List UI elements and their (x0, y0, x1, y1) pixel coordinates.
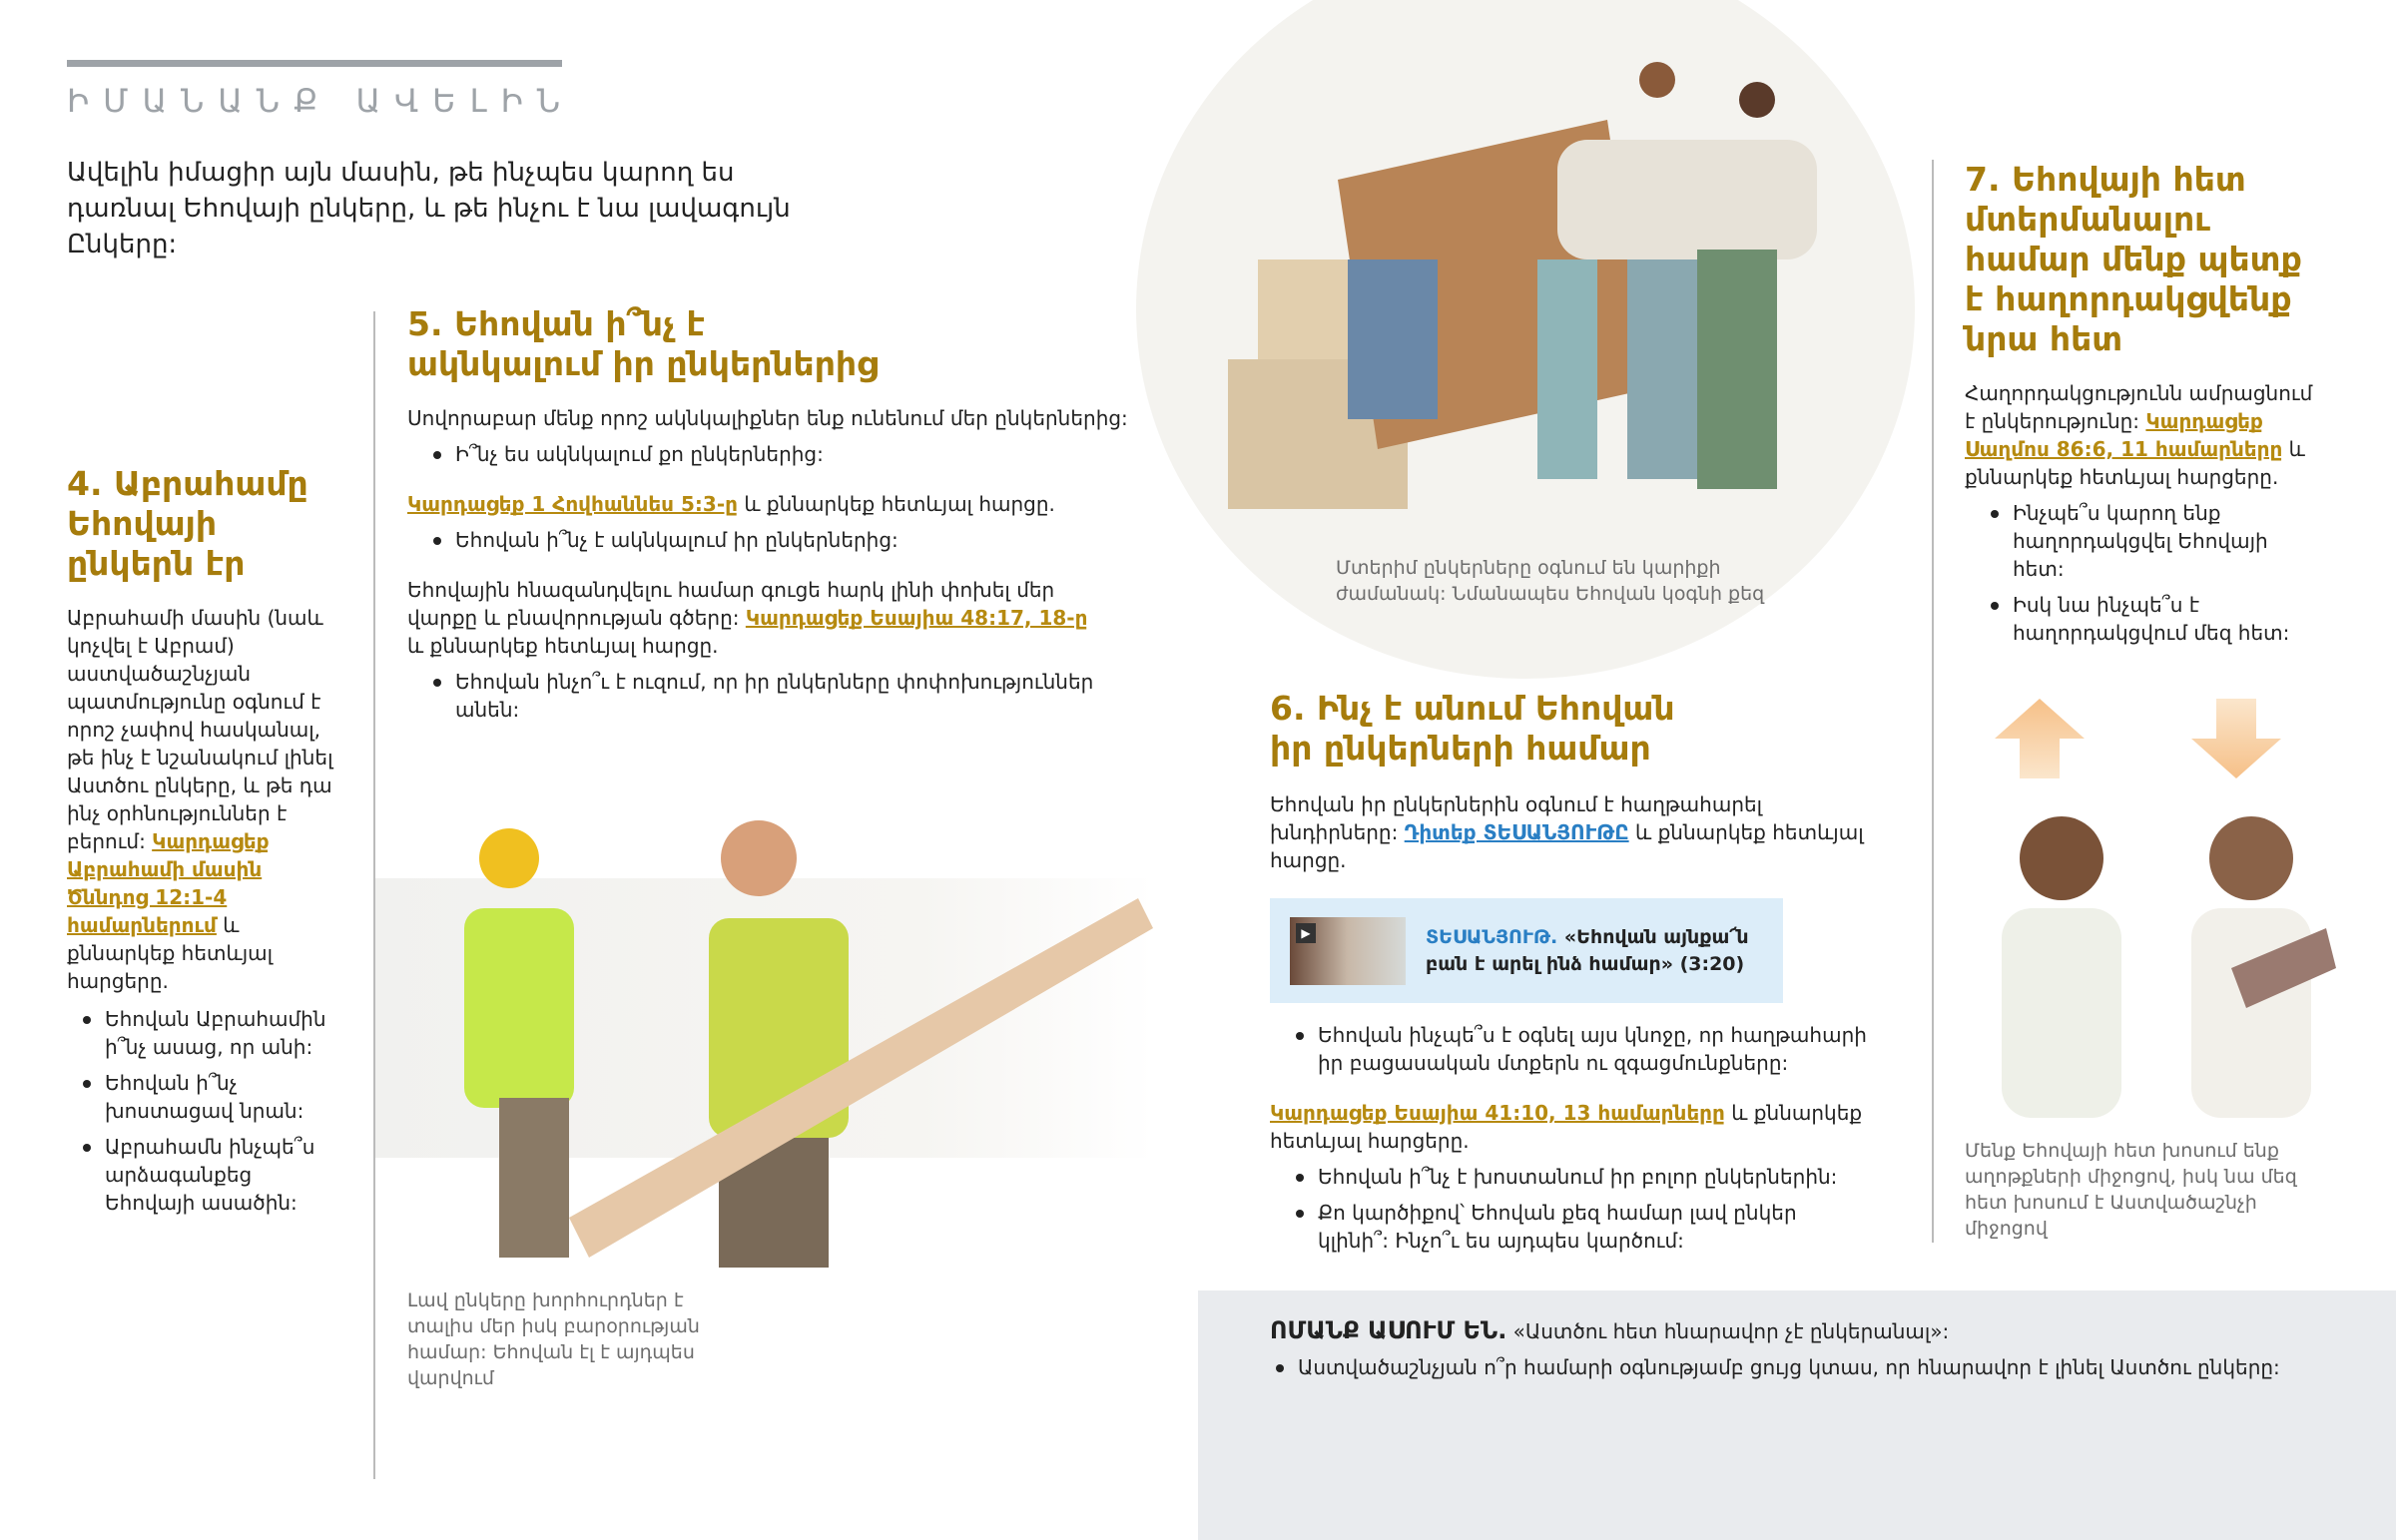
watch-video-link[interactable]: Դիտեք ՏԵՍԱՆՅՈՒԹԸ (1404, 820, 1629, 844)
play-icon[interactable]: ▶ (1296, 923, 1316, 943)
question-item: Եհովան ինչո՞ւ է ուզում, որ իր ընկերները փոփոխություններ անեն: (427, 668, 1146, 724)
video-thumbnail[interactable] (1290, 917, 1406, 985)
some-say-quote: «Աստծու հետ հնարավոր չէ ընկերանալ»: (1506, 1319, 1950, 1343)
text: և քննարկեք հետևյալ հարցը. (737, 492, 1055, 516)
question-item: Ի՞նչ ես ակնկալում քո ընկերներից: (427, 440, 1146, 468)
text: Եհովային հնազանդվելու համար գուցե հարկ լինի փոխել մեր վարքը և բնավորության գծերը: (407, 578, 1055, 630)
scripture-link-psalm[interactable]: Կարդացեք Սաղմոս 86:6, 11 համարները (1965, 409, 2283, 461)
circle-caption: Մտերիմ ընկերները օգնում են կարիքի ժամանակ: Նմանապես Եհովան կօգնի քեզ (1336, 557, 1765, 605)
praying-reading-illustration (1982, 798, 2351, 1118)
video-label: ՏԵՍԱՆՅՈՒԹ. (1426, 925, 1558, 948)
question-item: Աստվածաշնչյան ո՞ր համարի օգնությամբ ցույց կտաս, որ հնարավոր է լինել Աստծու ընկերը: (1270, 1353, 2396, 1381)
section-6-title: 6. Ինչ է անում Եհովան իր ընկերների համար (1270, 689, 1675, 768)
arrow-down-icon (2191, 699, 2281, 778)
question-item: Եհովան Աբրահամին ի՞նչ ասաց, որ անի: (77, 1005, 346, 1061)
question-item: Աբրահամն ինչպե՞ս արձագանքեց Եհովայի ասածին: (77, 1133, 346, 1217)
workers-caption: Լավ ընկերը խորհուրդներ է տալիս մեր իսկ բարօրության համար: Եհովան էլ է այդպես վարվում (407, 1289, 700, 1389)
header-rule (67, 60, 562, 67)
text: Եհովան իր ընկերներին օգնում է հաղթահարել խնդիրները: (1270, 792, 1763, 844)
some-say-box (1198, 1290, 2396, 1540)
arrow-up-icon (1995, 699, 2085, 778)
question-item: Եհովան ինչպե՞ս է օգնել այս կնոջը, որ հաղթահարի իր բացասական մտքերն ու զգացմունքները: (1290, 1021, 1869, 1077)
section-7-caption: Մենք Եհովայի հետ խոսում ենք աղոթքների միջոցով, իսկ նա մեզ հետ խոսում է Աստվածաշնչի միջոցով (1965, 1140, 2297, 1240)
scripture-link-1john[interactable]: Կարդացեք 1 Հովհաննես 5:3-ը (407, 492, 738, 516)
section-7-title: 7. Եհովայի հետ մտերմանալու համար մենք պետք է հաղորդակցվենք նրա հետ (1965, 160, 2302, 358)
question-item: Եհովան ի՞նչ է խոստանում իր բոլոր ընկերներին: (1290, 1163, 1869, 1191)
some-say-label: ՈՄԱՆՔ ԱՍՈՒՄ ԵՆ. (1270, 1316, 1507, 1344)
question-item: Քո կարծիքով՝ Եհովան քեզ համար լավ ընկեր կլինի՞: Ինչո՞ւ ես այդպես կարծում: (1290, 1199, 1869, 1255)
question-item: Ինչպե՞ս կարող ենք հաղորդակցվել Եհովայի հետ: (1985, 499, 2324, 583)
section-4-body-end: և քննարկեք հետևյալ հարցերը. (67, 913, 274, 993)
section-5 (407, 304, 1146, 724)
workers-illustration-figures (419, 798, 1158, 1268)
text: և քննարկեք հետևյալ հարցը. (1270, 820, 1864, 872)
section-6 (1270, 689, 1869, 1255)
text: և քննարկեք հետևյալ հարցերը. (1965, 437, 2305, 489)
section-4-title: 4. Աբրահամը Եհովայի ընկերն էր (67, 464, 308, 583)
section-5-title: 5. Եհովան ի՞նչ է ակնկալում իր ընկերներից (407, 304, 879, 383)
section-5-intro: Սովորաբար մենք որոշ ակնկալիքներ ենք ունենում մեր ընկերներից: (407, 406, 1128, 430)
text: և քննարկեք հետևյալ հարցը. (407, 634, 719, 658)
intro-text: Ավելին իմացիր այն մասին, թե ինչպես կարող ես դառնալ Եհովայի ընկերը, և թե ինչու է նա լավագույն Ընկերը: (67, 158, 791, 259)
scripture-link-isaiah-48[interactable]: Կարդացեք Եսայիա 48:17, 18-ը (745, 606, 1088, 630)
text: Հաղորդակցությունն ամրացնում է ընկերությունը: (1965, 381, 2313, 433)
question-item: Իսկ նա ինչպե՞ս է հաղորդակցվում մեզ հետ: (1985, 591, 2324, 647)
moving-friends-illustration (1228, 60, 1867, 519)
question-item: Եհովան ի՞նչ է ակնկալում իր ընկերներից: (427, 526, 1146, 554)
scripture-link-isaiah-41[interactable]: Կարդացեք Եսայիա 41:10, 13 համարները (1270, 1101, 1725, 1125)
section-kicker: ԻՄԱՆԱՆՔ ԱՎԵԼԻՆ (67, 82, 575, 120)
scripture-link-genesis[interactable]: Կարդացեք Աբրահամի մասին Ծննդոց 12:1-4 համարներում (67, 829, 270, 937)
video-box[interactable] (1270, 898, 1783, 1003)
question-item: Եհովան ի՞նչ խոստացավ նրան: (77, 1069, 346, 1125)
right-divider (1932, 160, 1934, 1243)
section-4 (67, 464, 346, 1217)
text: և քննարկեք հետևյալ հարցերը. (1270, 1101, 1863, 1153)
video-title[interactable]: «Եհովան այնքա՜ն բան է արել ինձ համար» (3:20) (1426, 925, 1749, 975)
section-4-body: Աբրահամի մասին (նաև կոչվել է Աբրամ) աստվածաշնչյան պատմությունը օգնում է որոշ չափով հասկանալ, թե ինչ է նշանակում լինել Աստծու ընկերը, և թե դա ինչ օրհնություններ է բերում: (67, 606, 333, 853)
section-7 (1965, 160, 2324, 647)
